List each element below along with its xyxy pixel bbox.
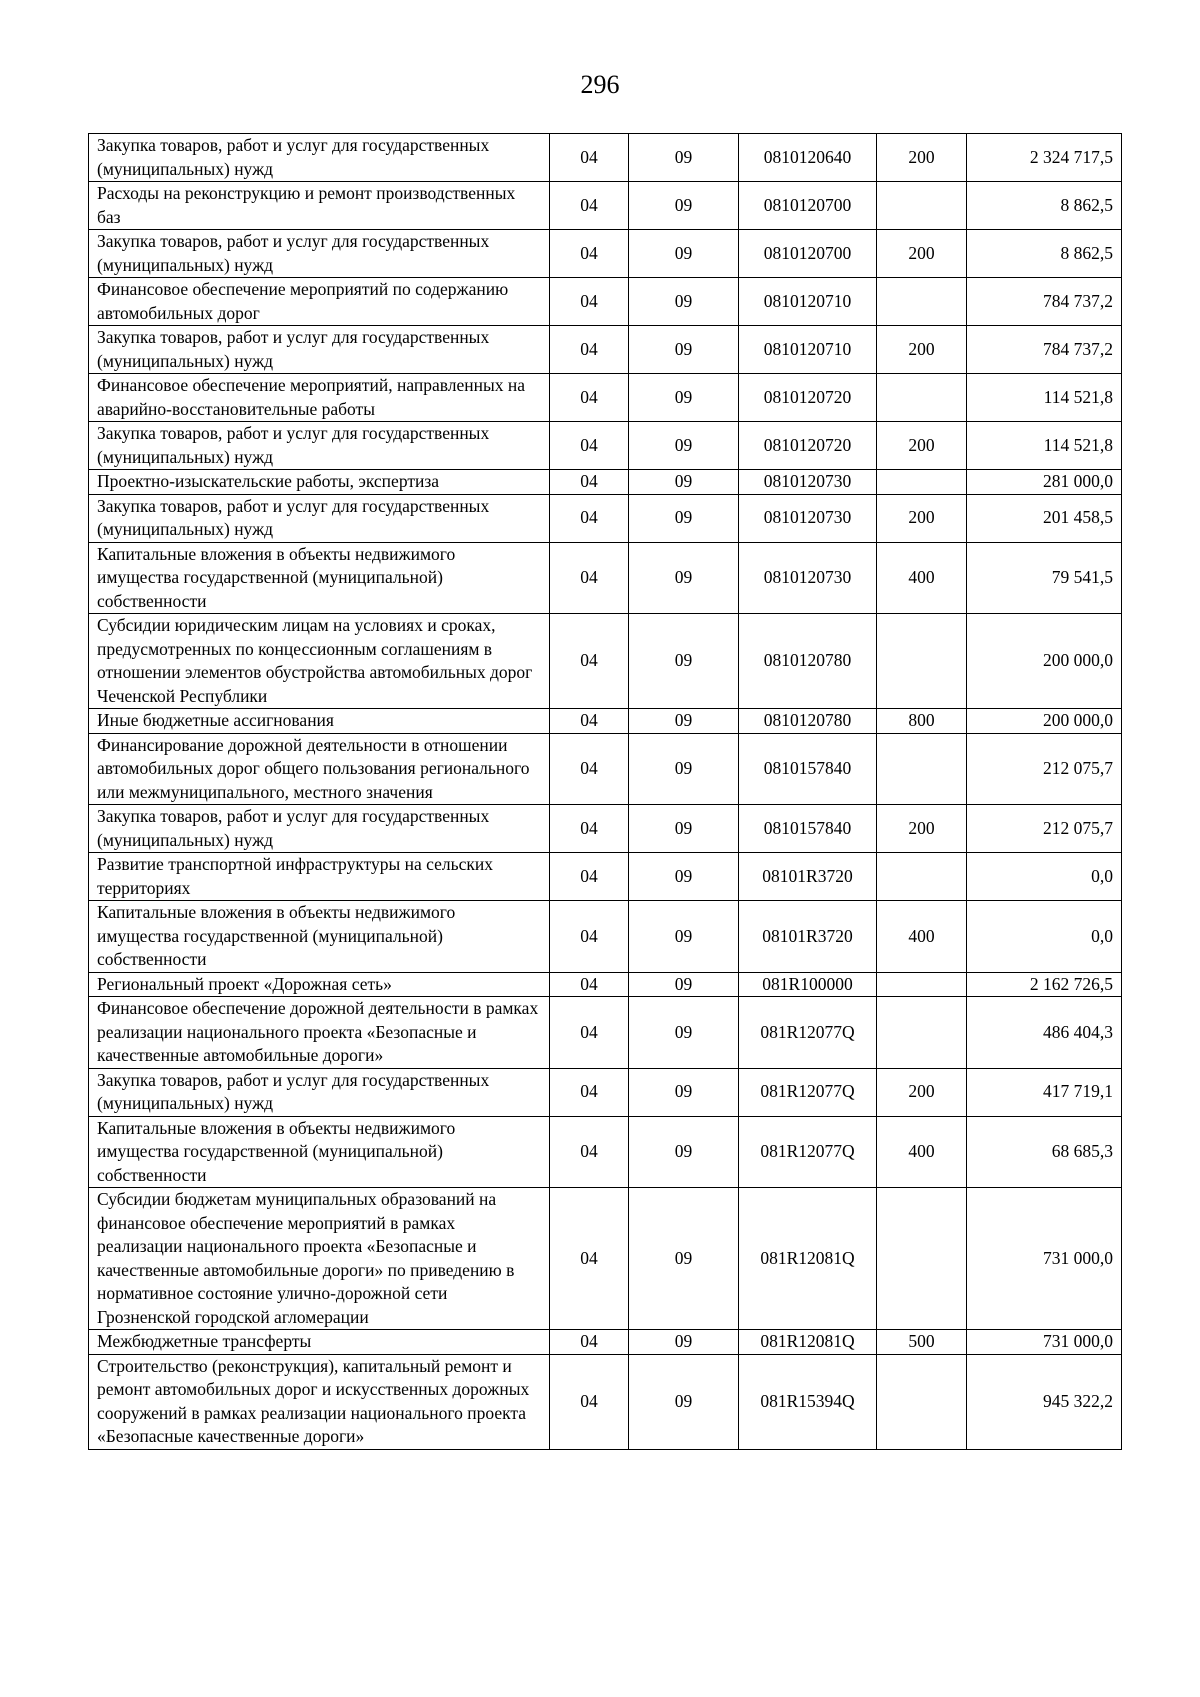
section-code: 04 [550, 470, 629, 495]
subsection-code: 09 [629, 1068, 739, 1116]
section-code: 04 [550, 733, 629, 805]
table-row [89, 1188, 1122, 1330]
target-article-code: 0810120730 [739, 470, 877, 495]
expense-type-code [877, 853, 967, 901]
subsection-code: 09 [629, 278, 739, 326]
target-article-code: 081R12081Q [739, 1188, 877, 1330]
subsection-code: 09 [629, 542, 739, 614]
row-name: Закупка товаров, работ и услуг для государственных (муниципальных) нужд [89, 805, 550, 853]
row-name: Строительство (реконструкция), капитальный ремонт и ремонт автомобильных дорог и искусственных дорожных сооружений в рамках реализации национального проекта «Безопасные качественные дороги» [89, 1354, 550, 1449]
subsection-code: 09 [629, 182, 739, 230]
target-article-code: 0810120730 [739, 494, 877, 542]
table-row [89, 733, 1122, 805]
amount: 0,0 [967, 853, 1122, 901]
amount: 8 862,5 [967, 230, 1122, 278]
section-code: 04 [550, 997, 629, 1069]
amount: 784 737,2 [967, 278, 1122, 326]
table-row [89, 805, 1122, 853]
amount: 201 458,5 [967, 494, 1122, 542]
amount: 212 075,7 [967, 805, 1122, 853]
section-code: 04 [550, 853, 629, 901]
subsection-code: 09 [629, 1188, 739, 1330]
expense-type-code: 400 [877, 1116, 967, 1188]
expense-type-code [877, 374, 967, 422]
section-code: 04 [550, 494, 629, 542]
expense-type-code: 200 [877, 134, 967, 182]
subsection-code: 09 [629, 326, 739, 374]
row-name: Субсидии юридическим лицам на условиях и сроках, предусмотренных по концессионным соглашениям в отношении элементов обустройства автомобильных дорог Чеченской Республики [89, 614, 550, 709]
target-article-code: 08101R3720 [739, 901, 877, 973]
expense-type-code: 400 [877, 542, 967, 614]
subsection-code: 09 [629, 1116, 739, 1188]
target-article-code: 081R12077Q [739, 1116, 877, 1188]
expense-type-code [877, 614, 967, 709]
expense-type-code [877, 1354, 967, 1449]
section-code: 04 [550, 374, 629, 422]
target-article-code: 0810120720 [739, 374, 877, 422]
row-name: Проектно-изыскательские работы, экспертиза [89, 470, 550, 495]
target-article-code: 0810157840 [739, 733, 877, 805]
target-article-code: 0810120780 [739, 614, 877, 709]
amount: 2 162 726,5 [967, 972, 1122, 997]
expense-type-code: 200 [877, 805, 967, 853]
table-row [89, 901, 1122, 973]
target-article-code: 081R100000 [739, 972, 877, 997]
amount: 417 719,1 [967, 1068, 1122, 1116]
row-name: Финансирование дорожной деятельности в отношении автомобильных дорог общего пользования регионального или межмуниципального, местного значения [89, 733, 550, 805]
row-name: Закупка товаров, работ и услуг для государственных (муниципальных) нужд [89, 1068, 550, 1116]
row-name: Закупка товаров, работ и услуг для государственных (муниципальных) нужд [89, 230, 550, 278]
section-code: 04 [550, 422, 629, 470]
subsection-code: 09 [629, 470, 739, 495]
table-row [89, 470, 1122, 495]
target-article-code: 0810120730 [739, 542, 877, 614]
table-row [89, 422, 1122, 470]
table-row [89, 278, 1122, 326]
amount: 79 541,5 [967, 542, 1122, 614]
row-name: Закупка товаров, работ и услуг для государственных (муниципальных) нужд [89, 326, 550, 374]
expense-type-code: 200 [877, 230, 967, 278]
table-row [89, 230, 1122, 278]
target-article-code: 0810157840 [739, 805, 877, 853]
table-row [89, 972, 1122, 997]
expense-type-code [877, 470, 967, 495]
subsection-code: 09 [629, 1354, 739, 1449]
table-row [89, 494, 1122, 542]
row-name: Развитие транспортной инфраструктуры на сельских территориях [89, 853, 550, 901]
section-code: 04 [550, 278, 629, 326]
table-row [89, 182, 1122, 230]
table-row [89, 374, 1122, 422]
expense-type-code: 200 [877, 1068, 967, 1116]
expense-type-code [877, 182, 967, 230]
subsection-code: 09 [629, 230, 739, 278]
section-code: 04 [550, 1068, 629, 1116]
amount: 0,0 [967, 901, 1122, 973]
row-name: Межбюджетные трансферты [89, 1330, 550, 1355]
amount: 486 404,3 [967, 997, 1122, 1069]
row-name: Расходы на реконструкцию и ремонт производственных баз [89, 182, 550, 230]
row-name: Капитальные вложения в объекты недвижимого имущества государственной (муниципальной) собственности [89, 901, 550, 973]
amount: 784 737,2 [967, 326, 1122, 374]
section-code: 04 [550, 326, 629, 374]
expense-type-code [877, 972, 967, 997]
amount: 945 322,2 [967, 1354, 1122, 1449]
subsection-code: 09 [629, 422, 739, 470]
section-code: 04 [550, 805, 629, 853]
expense-type-code: 500 [877, 1330, 967, 1355]
row-name: Капитальные вложения в объекты недвижимого имущества государственной (муниципальной) собственности [89, 1116, 550, 1188]
section-code: 04 [550, 901, 629, 973]
row-name: Закупка товаров, работ и услуг для государственных (муниципальных) нужд [89, 494, 550, 542]
amount: 731 000,0 [967, 1330, 1122, 1355]
budget-table-body [89, 134, 1122, 1450]
expense-type-code [877, 278, 967, 326]
row-name: Капитальные вложения в объекты недвижимого имущества государственной (муниципальной) собственности [89, 542, 550, 614]
section-code: 04 [550, 614, 629, 709]
subsection-code: 09 [629, 134, 739, 182]
section-code: 04 [550, 134, 629, 182]
section-code: 04 [550, 972, 629, 997]
amount: 114 521,8 [967, 374, 1122, 422]
target-article-code: 0810120710 [739, 278, 877, 326]
budget-table [88, 133, 1122, 1450]
subsection-code: 09 [629, 997, 739, 1069]
table-row [89, 1116, 1122, 1188]
expense-type-code: 800 [877, 709, 967, 734]
target-article-code: 081R12077Q [739, 997, 877, 1069]
section-code: 04 [550, 542, 629, 614]
expense-type-code: 200 [877, 326, 967, 374]
row-name: Финансовое обеспечение дорожной деятельности в рамках реализации национального проекта «Безопасные и качественные автомобильные дороги» [89, 997, 550, 1069]
amount: 281 000,0 [967, 470, 1122, 495]
expense-type-code: 200 [877, 422, 967, 470]
expense-type-code: 200 [877, 494, 967, 542]
section-code: 04 [550, 1354, 629, 1449]
subsection-code: 09 [629, 709, 739, 734]
table-row [89, 614, 1122, 709]
target-article-code: 0810120700 [739, 182, 877, 230]
subsection-code: 09 [629, 901, 739, 973]
amount: 114 521,8 [967, 422, 1122, 470]
subsection-code: 09 [629, 853, 739, 901]
target-article-code: 0810120710 [739, 326, 877, 374]
target-article-code: 081R12081Q [739, 1330, 877, 1355]
amount: 200 000,0 [967, 614, 1122, 709]
table-row [89, 853, 1122, 901]
table-row [89, 997, 1122, 1069]
section-code: 04 [550, 709, 629, 734]
amount: 731 000,0 [967, 1188, 1122, 1330]
target-article-code: 0810120700 [739, 230, 877, 278]
expense-type-code: 400 [877, 901, 967, 973]
amount: 68 685,3 [967, 1116, 1122, 1188]
table-row [89, 326, 1122, 374]
subsection-code: 09 [629, 805, 739, 853]
section-code: 04 [550, 1116, 629, 1188]
target-article-code: 0810120720 [739, 422, 877, 470]
expense-type-code [877, 733, 967, 805]
table-row [89, 709, 1122, 734]
subsection-code: 09 [629, 374, 739, 422]
amount: 200 000,0 [967, 709, 1122, 734]
amount: 212 075,7 [967, 733, 1122, 805]
row-name: Субсидии бюджетам муниципальных образований на финансовое обеспечение мероприятий в рамках реализации национального проекта «Безопасные и качественные автомобильные дороги» по приведению в нормативное состояние улично-дорожной сети Грозненской городской агломерации [89, 1188, 550, 1330]
row-name: Финансовое обеспечение мероприятий по содержанию автомобильных дорог [89, 278, 550, 326]
amount: 2 324 717,5 [967, 134, 1122, 182]
section-code: 04 [550, 182, 629, 230]
page-number: 296 [580, 70, 620, 99]
target-article-code: 081R15394Q [739, 1354, 877, 1449]
table-row [89, 134, 1122, 182]
target-article-code: 0810120640 [739, 134, 877, 182]
table-row [89, 1354, 1122, 1449]
row-name: Региональный проект «Дорожная сеть» [89, 972, 550, 997]
subsection-code: 09 [629, 1330, 739, 1355]
expense-type-code [877, 1188, 967, 1330]
target-article-code: 081R12077Q [739, 1068, 877, 1116]
subsection-code: 09 [629, 494, 739, 542]
table-row [89, 1330, 1122, 1355]
section-code: 04 [550, 230, 629, 278]
subsection-code: 09 [629, 972, 739, 997]
row-name: Иные бюджетные ассигнования [89, 709, 550, 734]
expense-type-code [877, 997, 967, 1069]
row-name: Закупка товаров, работ и услуг для государственных (муниципальных) нужд [89, 134, 550, 182]
subsection-code: 09 [629, 614, 739, 709]
table-row [89, 542, 1122, 614]
row-name: Финансовое обеспечение мероприятий, направленных на аварийно-восстановительные работы [89, 374, 550, 422]
table-row [89, 1068, 1122, 1116]
section-code: 04 [550, 1188, 629, 1330]
row-name: Закупка товаров, работ и услуг для государственных (муниципальных) нужд [89, 422, 550, 470]
target-article-code: 08101R3720 [739, 853, 877, 901]
target-article-code: 0810120780 [739, 709, 877, 734]
section-code: 04 [550, 1330, 629, 1355]
subsection-code: 09 [629, 733, 739, 805]
amount: 8 862,5 [967, 182, 1122, 230]
